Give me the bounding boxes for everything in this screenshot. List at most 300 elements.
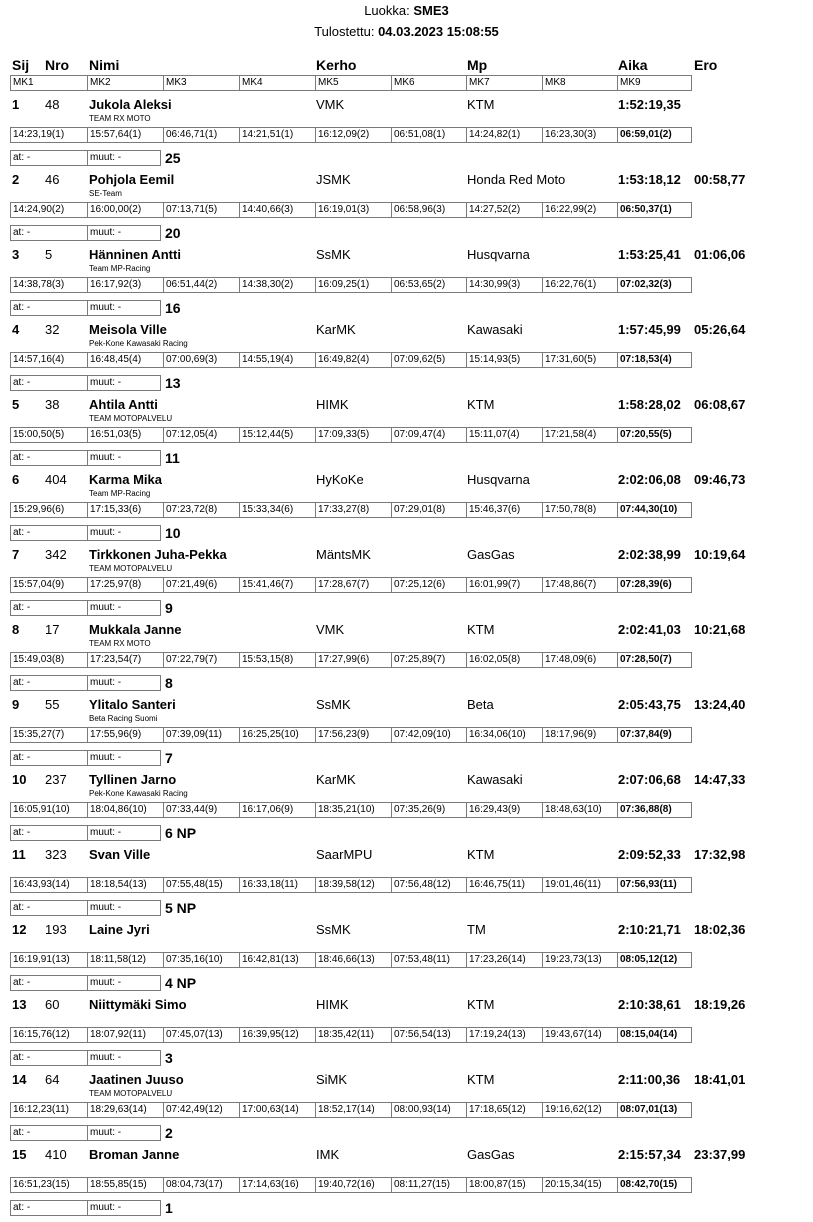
rider-row	[0, 397, 813, 472]
split-time-mk7: 15:11,07(4)	[466, 427, 543, 443]
rider-row	[0, 1147, 813, 1222]
split-time-mk3: 07:22,79(7)	[163, 652, 240, 668]
split-time-mk6: 07:53,48(11)	[391, 952, 467, 968]
mk-header-2: MK2	[87, 75, 164, 91]
split-time-mk2: 17:15,33(6)	[87, 502, 164, 518]
rider-name: Hänninen Antti	[89, 247, 181, 262]
split-time-mk1: 14:24,90(2)	[10, 202, 88, 218]
muut-cell: muut: -	[87, 150, 161, 166]
rider-position: 3	[12, 247, 20, 262]
at-cell: at: -	[10, 375, 88, 391]
split-time-mk5: 17:27,99(6)	[315, 652, 392, 668]
rider-total-time: 2:05:43,75	[618, 697, 681, 712]
split-time-mk5: 18:35,21(10)	[315, 802, 392, 818]
split-time-mk4: 16:42,81(13)	[239, 952, 316, 968]
mk-header-9: MK9	[617, 75, 692, 91]
rider-name: Pohjola Eemil	[89, 172, 175, 187]
split-time-mk8: 19:16,62(12)	[542, 1102, 618, 1118]
split-time-mk2: 17:23,54(7)	[87, 652, 164, 668]
split-time-mk1: 15:00,50(5)	[10, 427, 88, 443]
split-time-mk8: 19:43,67(14)	[542, 1027, 618, 1043]
rider-number: 342	[45, 547, 67, 562]
rider-name: Jaatinen Juuso	[89, 1072, 184, 1087]
split-time-mk8: 17:31,60(5)	[542, 352, 618, 368]
rider-row	[0, 322, 813, 397]
rider-total-time: 1:52:19,35	[618, 97, 681, 112]
split-time-mk6: 07:35,26(9)	[391, 802, 467, 818]
mk-header-3: MK3	[163, 75, 240, 91]
at-cell: at: -	[10, 1050, 88, 1066]
rider-points: 11	[165, 450, 180, 466]
rider-name: Ahtila Antti	[89, 397, 158, 412]
rider-club: VMK	[316, 97, 345, 112]
rider-points: 10	[165, 525, 181, 541]
split-time-mk7: 17:19,24(13)	[466, 1027, 543, 1043]
split-time-mk1: 16:05,91(10)	[10, 802, 88, 818]
muut-cell: muut: -	[87, 1050, 161, 1066]
split-time-mk3: 07:55,48(15)	[163, 877, 240, 893]
rider-points: 7	[165, 750, 173, 766]
muut-cell: muut: -	[87, 525, 161, 541]
rider-position: 12	[12, 922, 27, 937]
rider-number: 323	[45, 847, 67, 862]
rider-name: Meisola Ville	[89, 322, 167, 337]
rider-position: 14	[12, 1072, 27, 1087]
rider-row	[0, 772, 813, 847]
mk-header-1: MK1	[10, 75, 88, 91]
split-time-mk5: 18:46,66(13)	[315, 952, 392, 968]
rider-position: 5	[12, 397, 20, 412]
split-time-mk1: 15:57,04(9)	[10, 577, 88, 593]
rider-club: JSMK	[316, 172, 351, 187]
split-time-mk4: 15:41,46(7)	[239, 577, 316, 593]
rider-number: 55	[45, 697, 60, 712]
rider-total-time: 1:53:18,12	[618, 172, 681, 187]
muut-cell: muut: -	[87, 825, 161, 841]
split-time-mk2: 16:48,45(4)	[87, 352, 164, 368]
rider-difference: 14:47,33	[694, 772, 746, 787]
split-time-mk6: 06:53,65(2)	[391, 277, 467, 293]
split-time-mk2: 18:55,85(15)	[87, 1177, 164, 1193]
rider-total-time: 2:02:38,99	[618, 547, 681, 562]
rider-club: IMK	[316, 1147, 340, 1162]
rider-team: Pek-Kone Kawasaki Racing	[89, 789, 188, 798]
rider-name: Karma Mika	[89, 472, 162, 487]
rider-number: 17	[45, 622, 60, 637]
rider-number: 237	[45, 772, 67, 787]
col-num-header: Nro	[45, 57, 70, 73]
rider-club: SsMK	[316, 697, 351, 712]
rider-club: SaarMPU	[316, 847, 373, 862]
split-time-mk6: 07:29,01(8)	[391, 502, 467, 518]
rider-team: Team MP-Racing	[89, 489, 151, 498]
split-time-mk4: 16:25,25(10)	[239, 727, 316, 743]
rider-bike: Beta	[467, 697, 494, 712]
split-time-mk9: 06:59,01(2)	[617, 127, 692, 143]
rider-difference: 23:37,99	[694, 1147, 746, 1162]
split-time-mk4: 15:53,15(8)	[239, 652, 316, 668]
rider-club: SsMK	[316, 922, 351, 937]
split-time-mk7: 16:01,99(7)	[466, 577, 543, 593]
split-time-mk7: 15:46,37(6)	[466, 502, 543, 518]
split-time-mk8: 17:48,86(7)	[542, 577, 618, 593]
split-time-mk8: 19:23,73(13)	[542, 952, 618, 968]
rider-total-time: 2:02:41,03	[618, 622, 681, 637]
split-time-mk3: 07:23,72(8)	[163, 502, 240, 518]
rider-points: 25	[165, 150, 181, 166]
rider-club: SiMK	[316, 1072, 348, 1087]
split-time-mk2: 17:55,96(9)	[87, 727, 164, 743]
at-cell: at: -	[10, 300, 88, 316]
rider-name: Niittymäki Simo	[89, 997, 187, 1012]
split-time-mk2: 18:04,86(10)	[87, 802, 164, 818]
split-time-mk3: 07:42,49(12)	[163, 1102, 240, 1118]
rider-number: 5	[45, 247, 53, 262]
split-time-mk7: 14:24,82(1)	[466, 127, 543, 143]
split-time-mk8: 16:22,76(1)	[542, 277, 618, 293]
muut-cell: muut: -	[87, 750, 161, 766]
rider-points: 8	[165, 675, 173, 691]
rider-total-time: 2:02:06,08	[618, 472, 681, 487]
rider-position: 6	[12, 472, 20, 487]
split-time-mk4: 14:21,51(1)	[239, 127, 316, 143]
split-time-mk5: 19:40,72(16)	[315, 1177, 392, 1193]
rider-points: 5 NP	[165, 900, 197, 916]
split-time-mk3: 07:35,16(10)	[163, 952, 240, 968]
rider-position: 8	[12, 622, 20, 637]
rider-row	[0, 97, 813, 172]
rider-position: 11	[12, 847, 26, 862]
split-time-mk3: 07:21,49(6)	[163, 577, 240, 593]
split-time-mk4: 16:33,18(11)	[239, 877, 316, 893]
split-time-mk9: 08:05,12(12)	[617, 952, 692, 968]
split-time-mk5: 18:52,17(14)	[315, 1102, 392, 1118]
rider-number: 193	[45, 922, 67, 937]
rider-number: 60	[45, 997, 60, 1012]
rider-position: 9	[12, 697, 20, 712]
rider-number: 64	[45, 1072, 60, 1087]
at-cell: at: -	[10, 975, 88, 991]
split-time-mk3: 08:04,73(17)	[163, 1177, 240, 1193]
split-time-mk3: 07:39,09(11)	[163, 727, 240, 743]
split-time-mk6: 07:25,12(6)	[391, 577, 467, 593]
muut-cell: muut: -	[87, 300, 161, 316]
rider-difference: 18:19,26	[694, 997, 746, 1012]
split-time-mk2: 18:29,63(14)	[87, 1102, 164, 1118]
rider-row	[0, 847, 813, 922]
rider-team: TEAM MOTOPALVELU	[89, 414, 173, 423]
rider-name: Broman Janne	[89, 1147, 180, 1162]
printed-value: 04.03.2023 15:08:55	[378, 24, 499, 39]
rider-name: Ylitalo Santeri	[89, 697, 176, 712]
split-time-mk7: 14:27,52(2)	[466, 202, 543, 218]
split-time-mk9: 06:50,37(1)	[617, 202, 692, 218]
rider-total-time: 1:53:25,41	[618, 247, 681, 262]
rider-team: Beta Racing Suomi	[89, 714, 158, 723]
class-line	[0, 3, 813, 18]
rider-team: TEAM MOTOPALVELU	[89, 564, 173, 573]
muut-cell: muut: -	[87, 900, 161, 916]
split-time-mk1: 14:38,78(3)	[10, 277, 88, 293]
muut-cell: muut: -	[87, 375, 161, 391]
split-time-mk3: 07:00,69(3)	[163, 352, 240, 368]
col-diff-header: Ero	[694, 57, 718, 73]
split-time-mk1: 14:57,16(4)	[10, 352, 88, 368]
split-time-mk1: 15:35,27(7)	[10, 727, 88, 743]
rider-total-time: 2:09:52,33	[618, 847, 681, 862]
split-time-mk5: 16:49,82(4)	[315, 352, 392, 368]
rider-difference: 13:24,40	[694, 697, 746, 712]
rider-position: 1	[12, 97, 20, 112]
rider-name: Tirkkonen Juha-Pekka	[89, 547, 227, 562]
split-time-mk9: 07:18,53(4)	[617, 352, 692, 368]
split-time-mk3: 06:46,71(1)	[163, 127, 240, 143]
rider-bike: KTM	[467, 847, 495, 862]
split-time-mk8: 16:23,30(3)	[542, 127, 618, 143]
rider-difference: 00:58,77	[694, 172, 746, 187]
split-time-mk4: 14:40,66(3)	[239, 202, 316, 218]
rider-bike: TM	[467, 922, 486, 937]
rider-total-time: 1:58:28,02	[618, 397, 681, 412]
split-time-mk2: 15:57,64(1)	[87, 127, 164, 143]
rider-club: VMK	[316, 622, 345, 637]
split-time-mk5: 17:33,27(8)	[315, 502, 392, 518]
split-time-mk1: 16:43,93(14)	[10, 877, 88, 893]
rider-row	[0, 247, 813, 322]
rider-number: 410	[45, 1147, 67, 1162]
rider-total-time: 2:11:00,36	[618, 1072, 681, 1087]
split-time-mk6: 08:11,27(15)	[391, 1177, 467, 1193]
rider-row	[0, 622, 813, 697]
split-time-mk8: 18:48,63(10)	[542, 802, 618, 818]
split-time-mk3: 07:12,05(4)	[163, 427, 240, 443]
col-pos-header: Sij	[12, 57, 30, 73]
split-time-mk5: 17:56,23(9)	[315, 727, 392, 743]
split-time-mk2: 16:00,00(2)	[87, 202, 164, 218]
rider-row	[0, 922, 813, 997]
split-time-mk2: 17:25,97(8)	[87, 577, 164, 593]
split-time-mk7: 17:23,26(14)	[466, 952, 543, 968]
rider-number: 38	[45, 397, 60, 412]
split-time-mk2: 16:51,03(5)	[87, 427, 164, 443]
split-time-mk9: 08:42,70(15)	[617, 1177, 692, 1193]
rider-points: 9	[165, 600, 173, 616]
rider-number: 48	[45, 97, 60, 112]
split-time-mk3: 07:33,44(9)	[163, 802, 240, 818]
rider-total-time: 2:15:57,34	[618, 1147, 681, 1162]
mk-header-8: MK8	[542, 75, 618, 91]
split-time-mk4: 14:38,30(2)	[239, 277, 316, 293]
split-time-mk7: 16:34,06(10)	[466, 727, 543, 743]
rider-club: HIMK	[316, 397, 349, 412]
rider-row	[0, 697, 813, 772]
mk-header-7: MK7	[466, 75, 543, 91]
rider-club: HIMK	[316, 997, 349, 1012]
rider-team: Pek-Kone Kawasaki Racing	[89, 339, 188, 348]
split-time-mk8: 19:01,46(11)	[542, 877, 618, 893]
rider-name: Mukkala Janne	[89, 622, 182, 637]
split-time-mk4: 15:33,34(6)	[239, 502, 316, 518]
muut-cell: muut: -	[87, 675, 161, 691]
rider-difference: 18:41,01	[694, 1072, 746, 1087]
rider-points: 1	[165, 1200, 173, 1216]
rider-difference: 01:06,06	[694, 247, 746, 262]
class-value: SME3	[413, 3, 449, 18]
rider-bike: Honda Red Moto	[467, 172, 566, 187]
rider-points: 6 NP	[165, 825, 197, 841]
split-time-mk1: 16:12,23(11)	[10, 1102, 88, 1118]
split-time-mk8: 20:15,34(15)	[542, 1177, 618, 1193]
split-time-mk4: 17:00,63(14)	[239, 1102, 316, 1118]
split-time-mk9: 07:56,93(11)	[617, 877, 692, 893]
rider-name: Jukola Aleksi	[89, 97, 172, 112]
split-time-mk3: 06:51,44(2)	[163, 277, 240, 293]
rider-row	[0, 172, 813, 247]
split-time-mk1: 14:23,19(1)	[10, 127, 88, 143]
rider-difference: 05:26,64	[694, 322, 746, 337]
rider-row	[0, 1072, 813, 1147]
rider-team: TEAM RX MOTO	[89, 639, 151, 648]
rider-difference: 10:19,64	[694, 547, 746, 562]
split-time-mk9: 07:28,50(7)	[617, 652, 692, 668]
rider-position: 10	[12, 772, 27, 787]
at-cell: at: -	[10, 1125, 88, 1141]
rider-difference: 10:21,68	[694, 622, 746, 637]
split-time-mk5: 18:39,58(12)	[315, 877, 392, 893]
split-time-mk6: 07:42,09(10)	[391, 727, 467, 743]
rider-position: 2	[12, 172, 20, 187]
rider-bike: Husqvarna	[467, 472, 530, 487]
split-time-mk6: 07:56,54(13)	[391, 1027, 467, 1043]
rider-points: 20	[165, 225, 181, 241]
split-time-mk9: 07:28,39(6)	[617, 577, 692, 593]
split-time-mk9: 07:02,32(3)	[617, 277, 692, 293]
split-time-mk6: 08:00,93(14)	[391, 1102, 467, 1118]
split-time-mk1: 16:51,23(15)	[10, 1177, 88, 1193]
split-time-mk6: 07:56,48(12)	[391, 877, 467, 893]
col-name-header: Nimi	[89, 57, 120, 73]
split-time-mk5: 17:28,67(7)	[315, 577, 392, 593]
rider-row	[0, 547, 813, 622]
rider-bike: KTM	[467, 1072, 495, 1087]
split-time-mk5: 16:12,09(2)	[315, 127, 392, 143]
rider-bike: GasGas	[467, 547, 515, 562]
rider-bike: KTM	[467, 622, 495, 637]
split-time-mk8: 18:17,96(9)	[542, 727, 618, 743]
rider-row	[0, 997, 813, 1072]
at-cell: at: -	[10, 675, 88, 691]
split-time-mk9: 07:44,30(10)	[617, 502, 692, 518]
rider-name: Tyllinen Jarno	[89, 772, 177, 787]
split-time-mk4: 17:14,63(16)	[239, 1177, 316, 1193]
printed-line	[0, 24, 813, 39]
split-time-mk9: 07:36,88(8)	[617, 802, 692, 818]
split-time-mk8: 16:22,99(2)	[542, 202, 618, 218]
split-time-mk7: 14:30,99(3)	[466, 277, 543, 293]
split-time-mk8: 17:21,58(4)	[542, 427, 618, 443]
rider-points: 2	[165, 1125, 173, 1141]
rider-club: KarMK	[316, 322, 356, 337]
rider-position: 7	[12, 547, 20, 562]
split-time-mk9: 07:20,55(5)	[617, 427, 692, 443]
rider-team: Team MP-Racing	[89, 264, 151, 273]
at-cell: at: -	[10, 600, 88, 616]
rider-points: 3	[165, 1050, 173, 1066]
split-time-mk6: 07:09,47(4)	[391, 427, 467, 443]
split-time-mk8: 17:48,09(6)	[542, 652, 618, 668]
rider-row	[0, 472, 813, 547]
mk-header-5: MK5	[315, 75, 392, 91]
printed-label: Tulostettu:	[314, 24, 375, 39]
split-time-mk7: 15:14,93(5)	[466, 352, 543, 368]
rider-bike: Husqvarna	[467, 247, 530, 262]
split-time-mk6: 06:51,08(1)	[391, 127, 467, 143]
rider-club: KarMK	[316, 772, 356, 787]
mk-header-6: MK6	[391, 75, 467, 91]
muut-cell: muut: -	[87, 975, 161, 991]
muut-cell: muut: -	[87, 450, 161, 466]
muut-cell: muut: -	[87, 1200, 161, 1216]
rider-club: HyKoKe	[316, 472, 364, 487]
rider-total-time: 2:10:21,71	[618, 922, 681, 937]
at-cell: at: -	[10, 750, 88, 766]
split-time-mk7: 16:02,05(8)	[466, 652, 543, 668]
at-cell: at: -	[10, 225, 88, 241]
rider-number: 404	[45, 472, 67, 487]
rider-club: SsMK	[316, 247, 351, 262]
rider-team: SE-Team	[89, 189, 122, 198]
rider-number: 46	[45, 172, 60, 187]
rider-bike: KTM	[467, 97, 495, 112]
split-time-mk9: 08:07,01(13)	[617, 1102, 692, 1118]
split-time-mk7: 17:18,65(12)	[466, 1102, 543, 1118]
split-time-mk6: 07:25,89(7)	[391, 652, 467, 668]
rider-bike: Kawasaki	[467, 322, 523, 337]
split-time-mk7: 18:00,87(15)	[466, 1177, 543, 1193]
rider-position: 4	[12, 322, 20, 337]
rider-difference: 09:46,73	[694, 472, 746, 487]
at-cell: at: -	[10, 900, 88, 916]
split-time-mk9: 08:15,04(14)	[617, 1027, 692, 1043]
col-time-header: Aika	[618, 57, 648, 73]
rider-bike: KTM	[467, 397, 495, 412]
col-club-header: Kerho	[316, 57, 357, 73]
split-time-mk1: 15:49,03(8)	[10, 652, 88, 668]
rider-difference: 17:32,98	[694, 847, 746, 862]
split-time-mk2: 18:11,58(12)	[87, 952, 164, 968]
split-time-mk6: 07:09,62(5)	[391, 352, 467, 368]
rider-club: MäntsMK	[316, 547, 371, 562]
split-time-mk4: 15:12,44(5)	[239, 427, 316, 443]
split-time-mk3: 07:13,71(5)	[163, 202, 240, 218]
at-cell: at: -	[10, 1200, 88, 1216]
split-time-mk5: 16:19,01(3)	[315, 202, 392, 218]
rider-bike: GasGas	[467, 1147, 515, 1162]
split-time-mk9: 07:37,84(9)	[617, 727, 692, 743]
rider-points: 16	[165, 300, 181, 316]
split-time-mk5: 16:09,25(1)	[315, 277, 392, 293]
split-time-mk1: 15:29,96(6)	[10, 502, 88, 518]
split-time-mk6: 06:58,96(3)	[391, 202, 467, 218]
rider-total-time: 2:10:38,61	[618, 997, 681, 1012]
muut-cell: muut: -	[87, 225, 161, 241]
split-time-mk4: 16:39,95(12)	[239, 1027, 316, 1043]
split-time-mk1: 16:19,91(13)	[10, 952, 88, 968]
rider-bike: Kawasaki	[467, 772, 523, 787]
rider-total-time: 1:57:45,99	[618, 322, 681, 337]
at-cell: at: -	[10, 150, 88, 166]
at-cell: at: -	[10, 525, 88, 541]
